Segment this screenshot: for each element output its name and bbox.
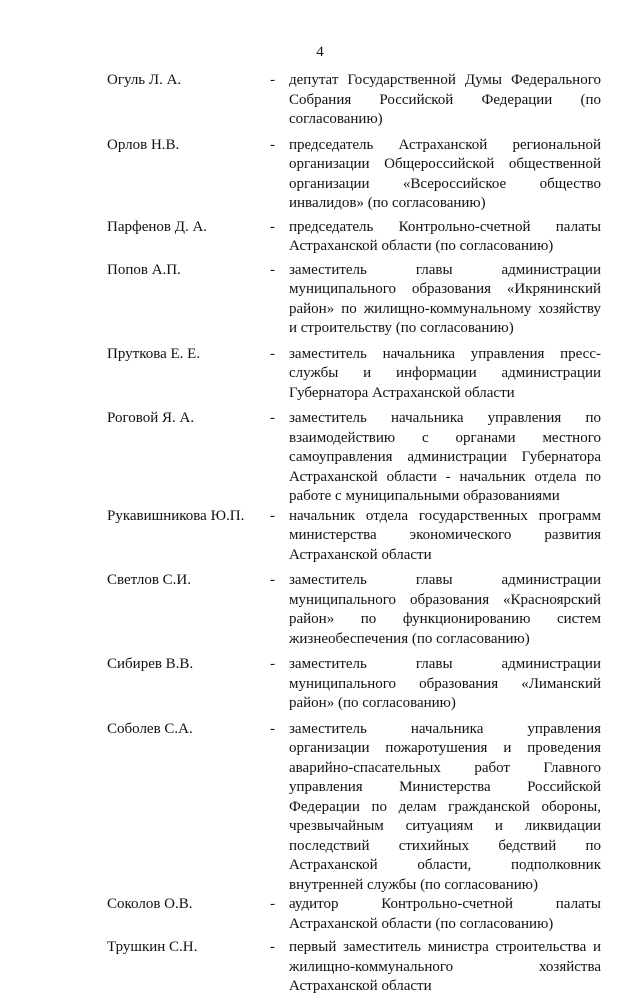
list-item [107, 409, 601, 507]
member-name: Соболев С.А. [107, 720, 193, 737]
member-list [107, 71, 601, 997]
dash-separator: - [270, 72, 275, 88]
member-name: Орлов Н.В. [107, 136, 180, 153]
member-name: Светлов С.И. [107, 572, 191, 588]
list-item [107, 507, 601, 566]
list-item [107, 218, 601, 257]
member-name: Огуль Л. А. [107, 72, 182, 88]
dash-separator: - [270, 218, 275, 235]
dash-separator: - [270, 136, 275, 153]
dash-separator: - [270, 261, 275, 278]
member-name: Соколов О.В. [107, 896, 193, 912]
member-description: заместитель начальника управления пресс-службы и информации администрации Губернатора Астраханской области [289, 345, 601, 401]
member-description: депутат Государственной Думы Федерального Собрания Российской Федерации (по согласованию) [289, 72, 601, 127]
dash-separator: - [270, 896, 275, 912]
list-item [107, 895, 601, 934]
member-description: председатель Контрольно-счетной палаты Астраханской области (по согласованию) [289, 218, 601, 254]
member-description: заместитель главы администрации муниципального образования «Икрянинский район» по жилищно-коммунальному хозяйству и строительству (по согласованию) [289, 261, 601, 336]
list-item [107, 71, 601, 130]
dash-separator: - [270, 345, 275, 362]
member-name: Попов А.П. [107, 261, 181, 278]
page-number: 4 [316, 44, 324, 60]
list-item [107, 261, 601, 339]
member-name: Сибирев В.В. [107, 656, 194, 672]
member-description: аудитор Контрольно-счетной палаты Астраханской области (по согласованию) [289, 896, 601, 932]
list-item [107, 655, 601, 714]
member-description: начальник отдела государственных программ министерства экономического развития Астраханской области [289, 507, 601, 563]
list-item [107, 720, 601, 896]
member-description: заместитель начальника управления организации пожаротушения и проведения аварийно-спасательных работ Главного управления Министерства Российской Федерации по делам гражданской обороны, чрезвычайным ситуациям и ликвидации последствий стихийных бедствий по Астраханской области, подполковник внутренней службы (по согласованию) [289, 720, 601, 893]
member-name: Роговой Я. А. [107, 410, 195, 426]
member-name: Парфенов Д. А. [107, 218, 208, 235]
dash-separator: - [270, 939, 275, 955]
member-description: председатель Астраханской региональной организации Общероссийской общественной организации «Всероссийское общество инвалидов» (по согласованию) [289, 136, 601, 211]
member-description: заместитель главы администрации муниципального образования «Лиманский район» (по согласованию) [289, 656, 601, 711]
dash-separator: - [270, 507, 275, 524]
dash-separator: - [270, 656, 275, 672]
dash-separator: - [270, 572, 275, 588]
list-item [107, 938, 601, 997]
dash-separator: - [270, 410, 275, 426]
member-description: заместитель главы администрации муниципального образования «Красноярский район» по функционированию систем жизнеобеспечения (по согласованию) [289, 572, 601, 647]
member-description: первый заместитель министра строительства и жилищно-коммунального хозяйства Астраханской области [289, 939, 601, 994]
member-name: Рукавишникова Ю.П. [107, 507, 245, 524]
list-item [107, 136, 601, 214]
member-name: Пруткова Е. Е. [107, 345, 201, 362]
list-item [107, 345, 601, 404]
dash-separator: - [270, 720, 275, 737]
member-name: Трушкин С.Н. [107, 939, 198, 955]
member-description: заместитель начальника управления по взаимодействию с органами местного самоуправления администрации Губернатора Астраханской области - начальник отдела по работе с муниципальными образованиями [289, 410, 601, 504]
list-item [107, 571, 601, 649]
